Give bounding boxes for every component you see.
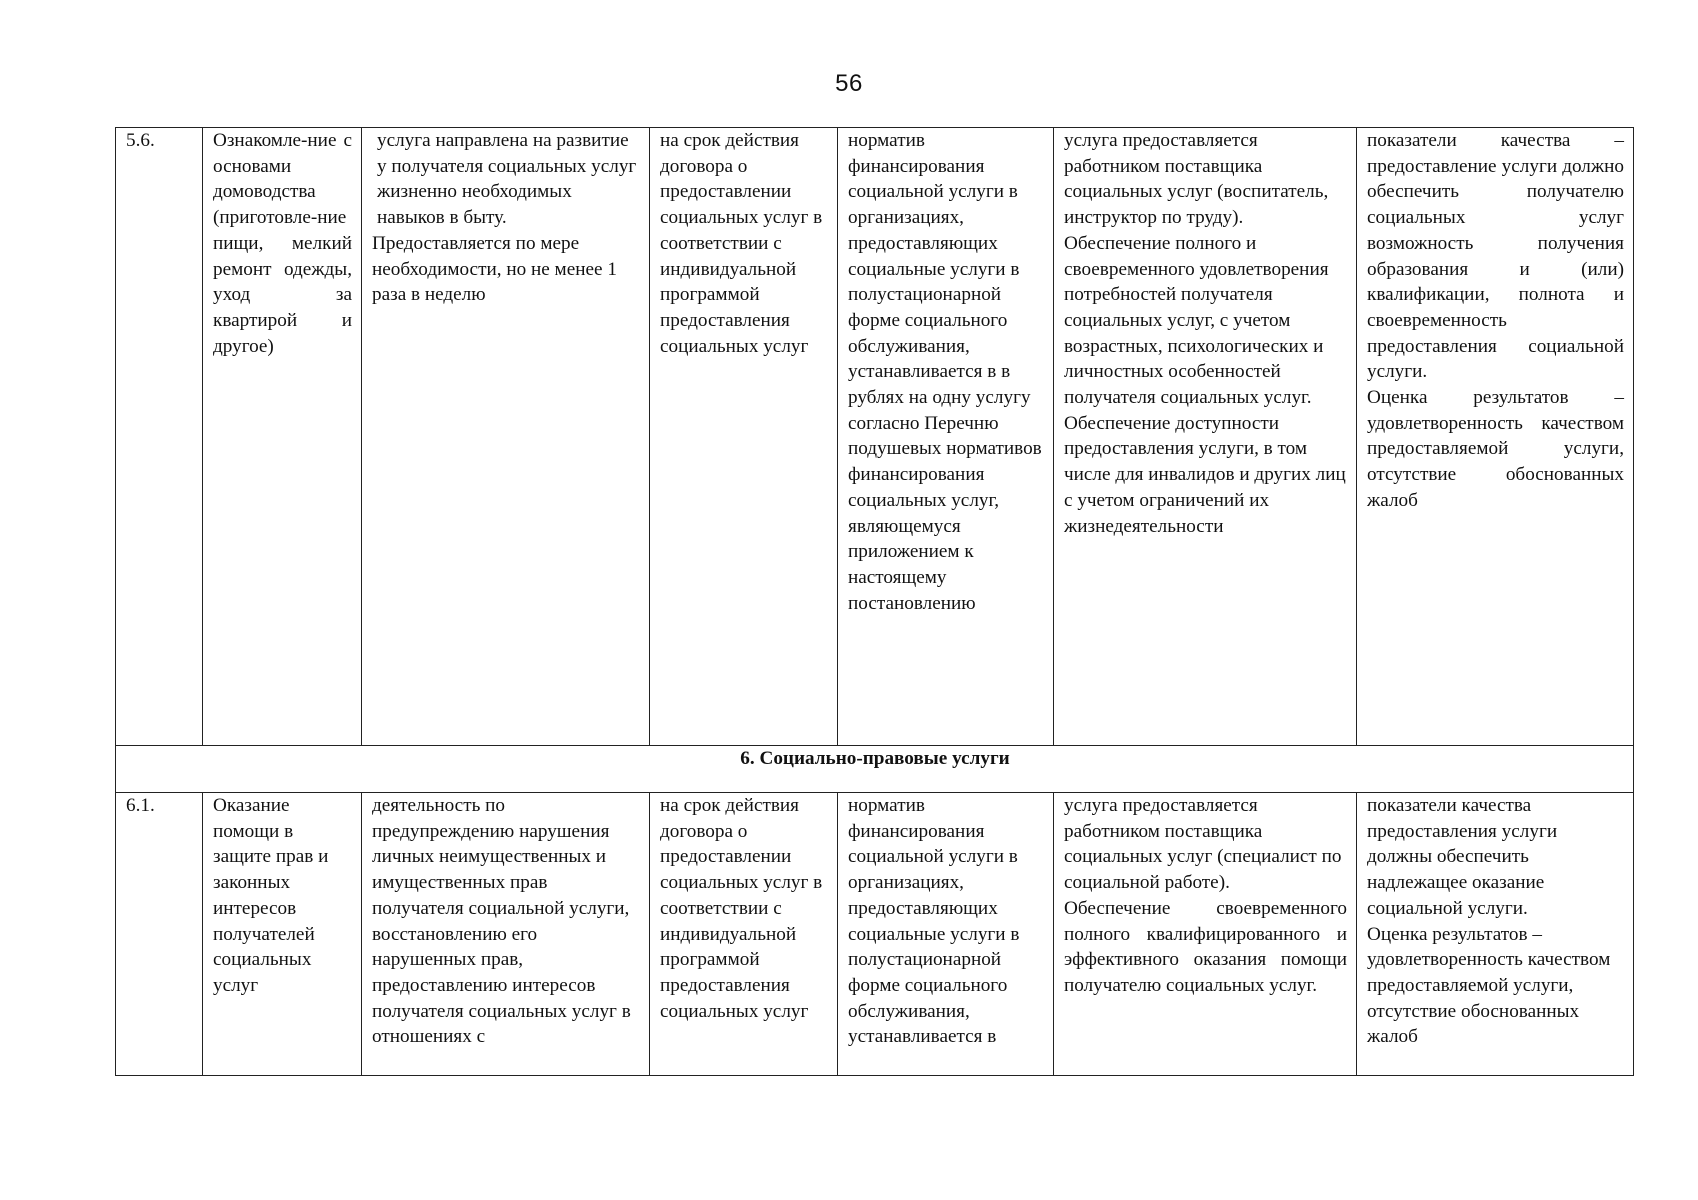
service-quality-cell	[1357, 793, 1634, 1076]
service-norm-cell: норматив финансирования социальной услуги в организациях, предоставляющих социальные услуги в полустационарной форме социального обслуживания, устанавливается в в рублях на одну услугу согласно Перечню подушевых нормативов финансирования социальных услуг, являющемуся приложением к настоящему постановлению	[838, 128, 1054, 746]
service-quality-cell	[1357, 128, 1634, 746]
conditions-paragraph: услуга предоставляется работником поставщика социальных услуг (воспитатель, инструктор по труду).	[1064, 130, 1329, 229]
description-paragraph: Предоставляется по мере необходимости, но не менее 1 раза в неделю	[372, 232, 617, 306]
service-name-cell	[203, 128, 362, 746]
table-row	[116, 128, 1634, 746]
section-header-row	[116, 746, 1634, 793]
service-term-cell: на срок действия договора о предоставлении социальных услуг в соответствии с индивидуальной программой предоставления социальных услуг	[650, 128, 838, 746]
service-number-cell: 5.6.	[116, 128, 203, 746]
quality-paragraph: показатели качества – предоставление услуги должно обеспечить получателю социальных услуг возможность получения образования и (или) квалификации, полнота и своевременность предоставления социальной услуги.	[1367, 130, 1624, 383]
services-table	[115, 127, 1634, 1076]
section-title: 6. Социально-правовые услуги	[116, 746, 1634, 793]
quality-paragraph: Оценка результатов – удовлетворенность качеством предоставляемой услуги, отсутствие обоснованных жалоб	[1367, 923, 1611, 1048]
service-description-cell	[362, 793, 650, 1076]
service-name: Ознакомле-ние с основами домоводства (приготовле-ние пищи, мелкий ремонт одежды, уход за квартирой и другое)	[213, 130, 352, 357]
conditions-paragraph: Обеспечение доступности предоставления услуги, в том числе для инвалидов и других лиц с учетом ограничений их жизнедеятельности	[1064, 412, 1346, 537]
conditions-paragraph: Обеспечение полного и своевременного удовлетворения потребностей получателя социальных услуг, с учетом возрастных, психологических и личностных особенностей получателя социальных услуг.	[1064, 232, 1329, 409]
conditions-paragraph: услуга предоставляется работником поставщика социальных услуг (специалист по социальной работе).	[1064, 795, 1342, 894]
service-norm-cell: норматив финансирования социальной услуги в организациях, предоставляющих социальные услуги в полустационарной форме социального обслуживания, устанавливается в	[838, 793, 1054, 1076]
service-conditions-cell	[1054, 128, 1357, 746]
page-number: 56	[835, 70, 863, 97]
service-term-cell: на срок действия договора о предоставлении социальных услуг в соответствии с индивидуальной программой предоставления социальных услуг	[650, 793, 838, 1076]
service-conditions-cell	[1054, 793, 1357, 1076]
quality-paragraph: Оценка результатов – удовлетворенность качеством предоставляемой услуги, отсутствие обоснованных жалоб	[1367, 387, 1624, 511]
description-paragraph: деятельность по предупреждению нарушения личных неимущественных и имущественных прав получателя социальной услуги, восстановлению его нарушенных прав, предоставлению интересов получателя социальных услуг в отношениях с	[372, 795, 631, 1048]
table-row	[116, 793, 1634, 1076]
description-paragraph: услуга направлена на развитие у получателя социальных услуг жизненно необходимых навыков в быту.	[377, 130, 637, 229]
conditions-paragraph: Обеспечение своевременного полного квалифицированного и эффективного оказания помощи получателю социальных услуг.	[1064, 897, 1347, 996]
service-description-cell	[362, 128, 650, 746]
service-number-cell: 6.1.	[116, 793, 203, 1076]
quality-paragraph: показатели качества предоставления услуги должны обеспечить надлежащее оказание социальной услуги.	[1367, 795, 1558, 919]
service-name-cell: Оказание помощи в защите прав и законных интересов получателей социальных услуг	[203, 793, 362, 1076]
